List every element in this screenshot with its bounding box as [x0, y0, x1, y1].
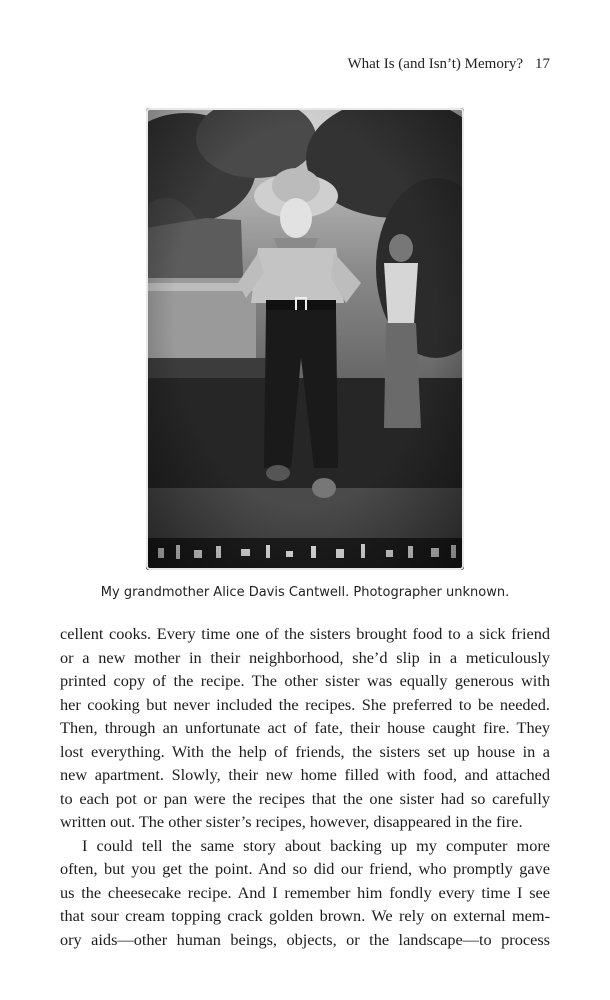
- running-head-title: What Is (and Isn’t) Memory?: [347, 56, 523, 72]
- text-line: cellent cooks. Every time one of the sisters brought food to a sick friend: [60, 624, 550, 643]
- text-line: her cooking but never included the recipes. She preferred to be needed.: [60, 694, 550, 714]
- text-line: ory aids—other human beings, objects, or the landscape—to process: [60, 929, 550, 949]
- text-line: new apartment. Slowly, their new home filled with food, and attached: [60, 765, 550, 784]
- text-line: I could tell the same story about backing up my computer more: [82, 835, 550, 855]
- text-line: written out. The other sister’s recipes, however, disappeared in the fire.: [60, 812, 523, 831]
- text-line: lost everything. With the help of friends, the sisters set up house in a: [60, 741, 550, 761]
- text-line: often, but you get the point. And so did our friend, who promptly gave: [60, 859, 550, 878]
- text-line: that sour cream topping crack golden brown. We rely on external mem-: [60, 906, 550, 925]
- text-line: printed copy of the recipe. The other sister was equally generous with: [60, 671, 550, 690]
- photograph-image: [146, 108, 464, 570]
- page-number: 17: [535, 56, 550, 72]
- running-head: [347, 56, 550, 73]
- paragraph-2: [60, 834, 550, 952]
- body-text: [60, 622, 550, 951]
- paragraph-1: [60, 622, 550, 834]
- text-line: to each pot or pan were the recipes that the one sister had so carefully: [60, 788, 550, 808]
- text-line: Then, through an unfortunate act of fate, their house caught fire. They: [60, 718, 550, 737]
- text-line: or a new mother in their neighborhood, she’d slip in a meticulously: [60, 647, 550, 667]
- figure-caption: My grandmother Alice Davis Cantwell. Photographer unknown.: [100, 585, 510, 600]
- text-line: us the cheesecake recipe. And I remember him fondly every time I see: [60, 882, 550, 902]
- photograph: [146, 108, 464, 570]
